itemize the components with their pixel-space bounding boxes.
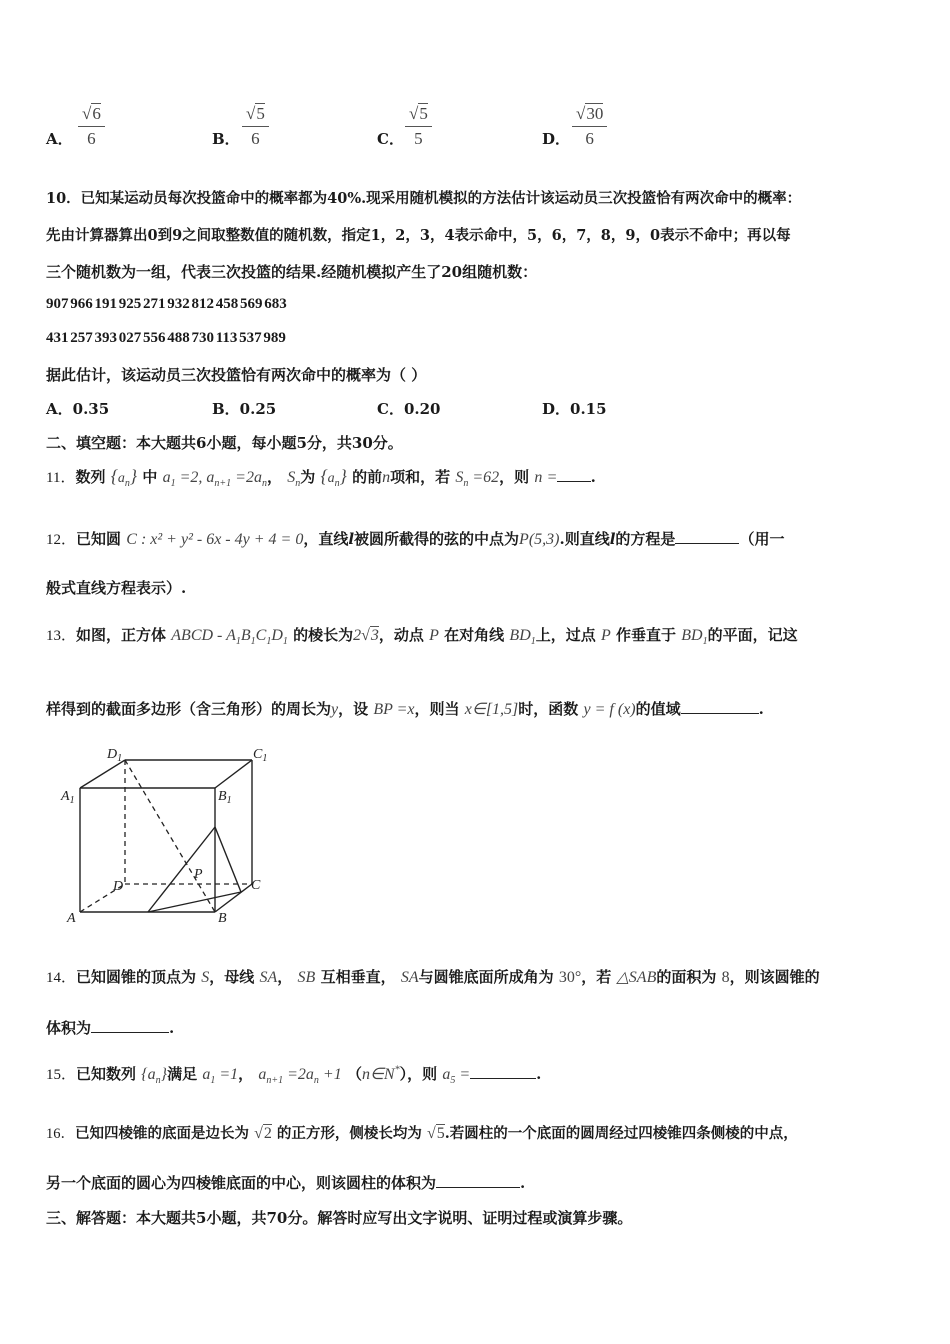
- label-c1: $C_1$: [253, 747, 268, 764]
- q12-line2: 般式直线方程表示）.: [46, 579, 187, 597]
- diagonal-d1-b: [125, 760, 215, 912]
- edge-b-c: [215, 884, 252, 912]
- q10-line3: 三个随机数为一组，代表三次投篮的结果.经随机模拟产生了20组随机数：: [46, 263, 538, 281]
- q13-line1: 13．如图，正方体 ABCD - $A_1B_1C_1D_1$ 的棱长为2√3，动点 P 在对角线 $BD_1$上，过点 P 作垂直于 $BD_1$的平面，记这: [46, 626, 798, 648]
- q14-answer-blank[interactable]: [91, 1018, 169, 1033]
- label-d1: $D_1$: [107, 747, 123, 764]
- q10-line1: 10．已知某运动员每次投篮命中的概率都为40%.现采用随机模拟的方法估计该运动员三次投篮恰有两次命中的概率：: [46, 190, 802, 207]
- q10-question: 据此估计，该运动员三次投篮恰有两次命中的概率为（ ）: [46, 366, 427, 384]
- label-b: B: [218, 911, 227, 926]
- edge-b1-c1: [215, 760, 252, 788]
- edge-a1-d1: [80, 760, 125, 788]
- q9-option-d[interactable]: D．: [542, 130, 571, 148]
- q12-circle-equation: C : x² + y² - 6x - 4y + 4 = 0: [126, 531, 304, 548]
- q9-option-c-fraction: $\frac{√5}{5}$: [405, 104, 432, 149]
- q11-answer-blank[interactable]: [557, 467, 591, 482]
- q10-random-row2: 431 257 393 027 556 488 730 113 537 989: [46, 330, 286, 346]
- cube-figure: [55, 742, 285, 932]
- label-p: P: [194, 867, 203, 882]
- q12: 12．已知圆 C : x² + y² - 6x - 4y + 4 = 0，直线l被圆所截得的弦的中点为P(5,3).则直线l的方程是 （用一: [46, 530, 785, 548]
- q9-option-a-fraction: $\frac{√6}{6}$: [78, 104, 105, 149]
- q9-option-a[interactable]: A．: [46, 130, 73, 148]
- section-3-heading: 三、解答题：本大题共5小题，共70分。解答时应写出文字说明、证明过程或演算步骤。: [46, 1209, 633, 1227]
- label-d: D: [113, 879, 124, 894]
- q13-line2: 样得到的截面多边形（含三角形）的周长为y，设 BP =x，则当 x∈[1,5]时，函数 y = f (x)的值域 .: [46, 700, 764, 718]
- label-a1: $A_1$: [61, 789, 75, 806]
- q16-line1: 16．已知四棱锥的底面是边长为 √2 的正方形，侧棱长均为 √5.若圆柱的一个底面的圆周经过四棱锥四条侧棱的中点，: [46, 1125, 798, 1142]
- q10-option-b[interactable]: B．0.25: [212, 400, 277, 418]
- q10-option-a[interactable]: A．0.35: [46, 400, 110, 418]
- q10-option-c[interactable]: C．0.20: [377, 400, 441, 418]
- q13-answer-blank[interactable]: [681, 699, 759, 714]
- q10-option-d[interactable]: D．0.15: [542, 400, 607, 418]
- q16-line2: 另一个底面的圆心为四棱锥底面的中心，则该圆柱的体积为 .: [46, 1174, 526, 1192]
- q16-answer-blank[interactable]: [436, 1173, 520, 1188]
- q15: 15．已知数列 $\{a_n\}$满足 $a_1 =1$， $a_{n+1} =2a_n +1$ （n∈N*），则 $a_5$ = .: [46, 1064, 542, 1087]
- label-b1: $B_1$: [218, 789, 232, 806]
- label-a: A: [67, 911, 76, 926]
- q15-answer-blank[interactable]: [470, 1064, 536, 1079]
- q9-option-b[interactable]: B．: [212, 130, 240, 148]
- q10-random-row1: 907 966 191 925 271 932 812 458 569 683: [46, 296, 287, 312]
- q14-line1: 14．已知圆锥的顶点为 S，母线 SA， SB 互相垂直， SA与圆锥底面所成角为 30°，若 △SAB的面积为 8，则该圆锥的: [46, 968, 820, 986]
- q12-answer-blank[interactable]: [675, 529, 739, 544]
- q9-option-b-fraction: $\frac{√5}{6}$: [242, 104, 269, 149]
- label-c: C: [251, 878, 261, 893]
- q11: 11．数列 $\{a_n\}$ 中 $a_1 =2$, $a_{n+1} =2a_n$， $S_n$为 $\{a_n\}$ 的前n项和，若 $S_n =62$，则 n = .: [46, 466, 596, 490]
- q9-option-c[interactable]: C．: [377, 130, 404, 148]
- section-right: [215, 827, 241, 892]
- q14-line2: 体积为 .: [46, 1019, 175, 1037]
- q9-option-d-fraction: $\frac{√30}{6}$: [572, 104, 607, 149]
- section-2-heading: 二、填空题：本大题共6小题，每小题5分，共30分。: [46, 434, 403, 452]
- q10-line2: 先由计算器算出0到9之间取整数值的随机数，指定1，2，3，4表示命中，5，6，7，8，9，0表示不命中；再以每: [46, 227, 791, 244]
